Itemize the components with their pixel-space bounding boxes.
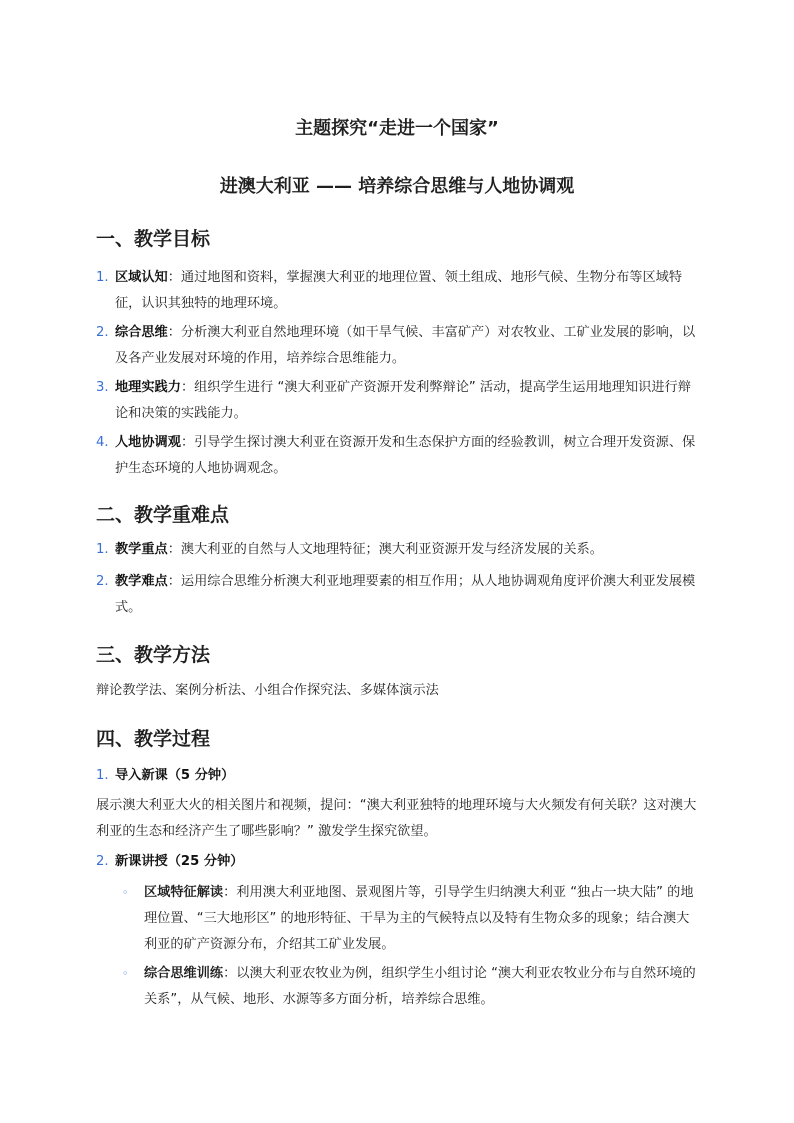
item-text: ：通过地图和资料，掌握澳大利亚的地理位置、领土组成、地形气候、生物分布等区域特征，认识其独特的地理环境。 <box>115 270 683 311</box>
item-text: ：运用综合思维分析澳大利亚地理要素的相互作用；从人地协调观角度评价澳大利亚发展模式。 <box>115 574 696 615</box>
bullet-dot-icon: ◦ <box>122 967 129 980</box>
item-text: ：澳大利亚的自然与人文地理特征；澳大利亚资源开发与经济发展的关系。 <box>167 542 603 557</box>
item-text: ：引导学生探讨澳大利亚在资源开发和生态保护方面的经验教训，树立合理开发资源、保护生态环境的人地协调观念。 <box>115 435 696 476</box>
bullet-item <box>122 961 700 1013</box>
list-item <box>96 320 700 372</box>
step-item <box>96 763 700 789</box>
section-heading-methods: 三、教学方法 <box>96 644 211 666</box>
item-label: 综合思维 <box>115 325 168 340</box>
document-title: 主题探究“走进一个国家” <box>295 118 499 139</box>
list-number: 4. <box>96 435 109 450</box>
step-label: 导入新课（5 分钟） <box>115 768 235 783</box>
list-number: 2. <box>96 574 109 589</box>
list-item <box>96 569 700 621</box>
item-label: 人地协调观 <box>115 435 181 450</box>
step-label: 新课讲授（25 分钟） <box>115 854 244 869</box>
list-item <box>96 265 700 317</box>
bullet-label: 综合思维训练 <box>144 966 224 981</box>
document-subtitle: 进澳大利亚 —— 培养综合思维与人地协调观 <box>219 176 575 197</box>
step-item <box>96 849 700 875</box>
list-number: 1. <box>96 768 109 783</box>
item-text: ：分析澳大利亚自然地理环境（如干旱气候、丰富矿产）对农牧业、工矿业发展的影响，以及各产业发展对环境的作用，培养综合思维能力。 <box>115 325 696 366</box>
list-number: 2. <box>96 325 109 340</box>
bullet-item <box>122 880 700 958</box>
methods-text: 辩论教学法、案例分析法、小组合作探究法、多媒体演示法 <box>96 683 439 698</box>
item-text: ：组织学生进行 “澳大利亚矿产资源开发利弊辩论” 活动，提高学生运用地理知识进行辩论和决策的实践能力。 <box>115 380 691 421</box>
list-item <box>96 430 700 482</box>
section-heading-process: 四、教学过程 <box>96 728 211 750</box>
list-number: 1. <box>96 542 109 557</box>
list-number: 2. <box>96 854 109 869</box>
list-item <box>96 375 700 427</box>
item-label: 教学难点 <box>115 574 168 589</box>
list-number: 1. <box>96 270 109 285</box>
list-item <box>96 537 700 563</box>
step-description: 展示澳大利亚大火的相关图片和视频，提问：“澳大利亚独特的地理环境与大火频发有何关联？这对澳大利亚的生态和经济产生了哪些影响？” 激发学生探究欲望。 <box>96 798 697 839</box>
section-heading-key-points: 二、教学重难点 <box>96 504 230 526</box>
section-heading-objectives: 一、教学目标 <box>96 228 211 250</box>
item-label: 区域认知 <box>115 270 168 285</box>
item-label: 地理实践力 <box>115 380 181 395</box>
item-label: 教学重点 <box>115 542 168 557</box>
bullet-text: ：以澳大利亚农牧业为例，组织学生小组讨论 “澳大利亚农牧业分布与自然环境的关系”，从气候、地形、水源等多方面分析，培养综合思维。 <box>144 966 696 1007</box>
bullet-text: ：利用澳大利亚地图、景观图片等，引导学生归纳澳大利亚 “独占一块大陆” 的地理位置、“三大地形区” 的地形特征、干旱为主的气候特点以及特有生物众多的现象；结合澳大利亚的矿产资源分布，介绍其工矿业发展。 <box>144 885 694 952</box>
list-number: 3. <box>96 380 109 395</box>
bullet-label: 区域特征解读 <box>144 885 224 900</box>
bullet-dot-icon: ◦ <box>122 886 129 899</box>
